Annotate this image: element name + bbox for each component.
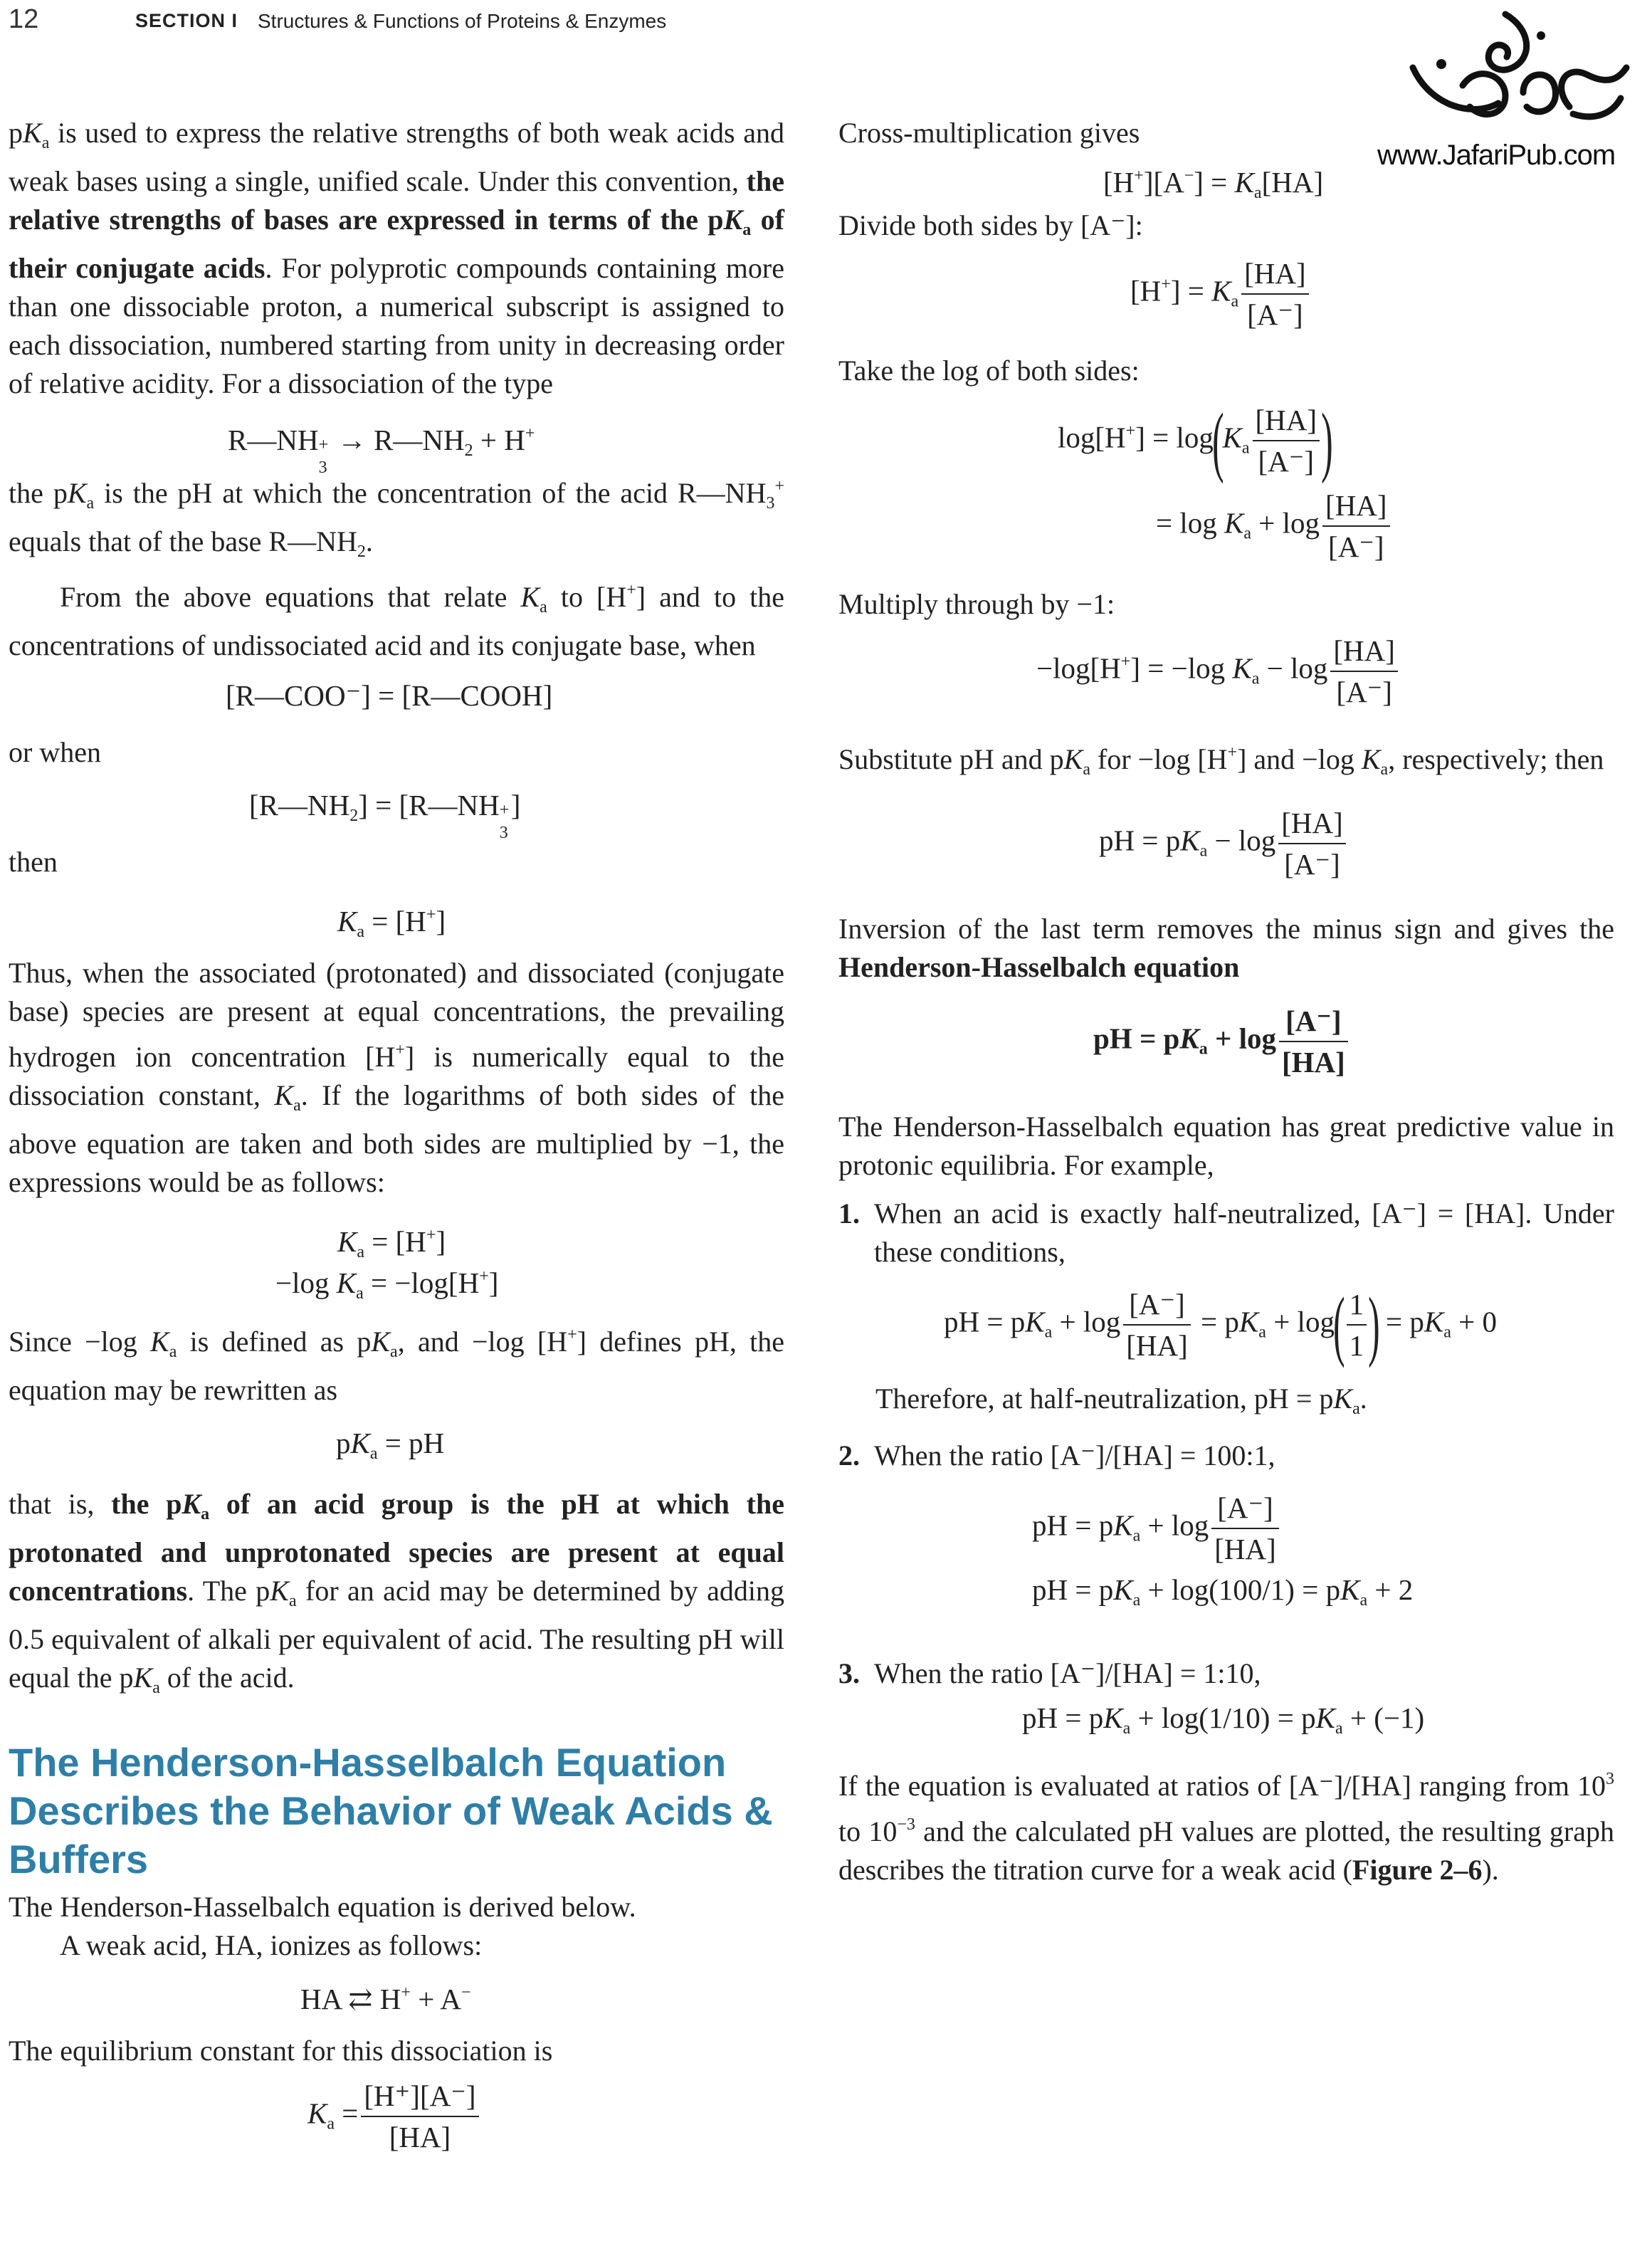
page-number: 12: [9, 4, 39, 34]
equation: $\log[H^+] = \log(K_a$ $\frac{[HA]}{[A^-]}$ ): [1058, 397, 1333, 484]
equation: pH = $pK_a + \log$ $\frac{[A^-]}{[HA]}$: [1032, 1488, 1614, 1570]
section-heading: The Henderson-Hasselbalch Equation Describes the Behavior of Weak Acids & Buffers: [9, 1740, 773, 1882]
paragraph: A weak acid, HA, ionizes as follows:: [60, 1929, 483, 1961]
list-item: 1. When an acid is exactly half-neutralized, [A⁻] = [HA]. Under these conditions,: [838, 1197, 1614, 1268]
paragraph: that is, the $pK_a$ of an acid group is the pH at which the protonated and unprotonated species are present at equal concentrations. The $pK_a$ for an acid may be determined by adding 0.5 equivalent of alkali per equivalent of acid. The resulting pH will equal the $pK_a$ of the acid.: [9, 1488, 784, 1697]
paragraph: Thus, when the associated (protonated) and dissociated (conjugate base) species are present at equal concentrations, the prevailing hydrogen ion concentration [H+] is numerically equal to the dissociation constant, $K_a$. If the logarithms of both sides of the above equation are taken and both sides are multiplied by −1, the expressions would be as follows:: [9, 957, 785, 1198]
equation: −log $K_a = -\log[H^+]$: [275, 1266, 499, 1303]
paragraph: Inversion of the last term removes the minus sign and gives the Henderson-Hasselbalch equation: [838, 913, 1614, 983]
equation: pH = $pK_a - \log$ $\frac{[HA]}{[A^-]}$: [1099, 803, 1614, 910]
paragraph: The Henderson-Hasselbalch equation has great predictive value in protonic equilibria. For example,: [838, 1111, 1614, 1181]
paragraph: Since −log $K_a$ is defined as $pK_a$, and −log [H+] defines pH, the equation may be rewritten as: [9, 1326, 784, 1406]
list-item: 2. When the ratio [A⁻]/[HA] = 100:1,: [838, 1439, 1275, 1471]
paragraph: The Henderson-Hasselbalch equation is derived below.: [9, 1891, 636, 1923]
paragraph: $pK_a$ is used to express the relative strengths of both weak acids and weak bases using a single, unified scale. Under this convention, the relative strengths of bases are expressed in terms of the $pK_a$ of their conjugate acids. For polyprotic compounds containing more than one dissociable proton, a numerical subscript is assigned to each dissociation, numbered starting from unity in decreasing order of relative acidity. For a dissociation of the type: [9, 117, 784, 399]
paragraph: Take the log of both sides:: [838, 355, 1140, 387]
equation: [R—COO⁻] = [R—COOH]: [226, 679, 553, 712]
paragraph: Substitute pH and $pK_a$ for −log [H+] and −log $K_a$, respectively; then: [838, 743, 1604, 779]
equation: $[R—NH_2]$ = [R—NH + 3 ]: [249, 789, 521, 842]
equation: $pK_a$ = pH: [336, 1427, 445, 1463]
list-item: 3. When the ratio [A⁻]/[HA] = 1:10,: [838, 1657, 1261, 1689]
paragraph: Divide both sides by [A⁻]:: [838, 209, 1143, 241]
paragraph: Therefore, at half-neutralization, pH = $pK_a$.: [875, 1382, 1367, 1418]
henderson-hasselbalch-equation: pH = $pK_a + \log$ $\frac{[A^-]}{[HA]}$: [1093, 1001, 1614, 1108]
equation: = $\log K_a + \log$ $\frac{[HA]}{[A^-]}$: [1156, 486, 1614, 585]
paragraph: the $pK_a$ is the pH at which the concentration of the acid $R—NH_3^+$ equals that of the base $R—NH_2$.: [9, 477, 785, 561]
equation: R—NH + 3 → $R—NH_2 + H^+$: [228, 424, 535, 477]
equation: pH = $pK_a + \log(1/10) = pK_a + (-1)$: [1022, 1701, 1425, 1738]
equation: $[H^+][A^-] = K_a[HA]$: [1103, 166, 1324, 202]
equation: −log[H+] = −log $K_a - \log$ $\frac{[HA]}{[A^-]}$: [1036, 631, 1614, 733]
paragraph: The equilibrium constant for this dissociation is: [9, 2035, 553, 2067]
chapter-title: Structures & Functions of Proteins & Enzymes: [258, 10, 667, 32]
section-label: SECTION I: [135, 10, 238, 31]
left-column: [9, 114, 784, 2157]
right-column: [838, 114, 1614, 1889]
equation: pH = $pK_a + \log$ $\frac{[A^-]}{[HA]}$ = $pK_a + \log$( $\frac{1}{1}$ ) = $pK_a + 0$: [944, 1281, 1497, 1368]
equation: pH = $pK_a + \log(100/1) = pK_a + 2$: [1032, 1573, 1414, 1610]
paragraph: Multiply through by −1:: [838, 588, 1115, 620]
figure-reference[interactable]: Figure 2–6: [1352, 1854, 1483, 1886]
equation: $K_a = [H^+]$: [337, 1225, 446, 1261]
paragraph: or when: [9, 736, 101, 768]
paragraph: Cross-multiplication gives: [838, 117, 1140, 149]
paragraph: then: [9, 846, 58, 878]
paragraph: From the above equations that relate $K_a$ to [H+] and to the concentrations of undissociated acid and its conjugate base, when: [9, 581, 784, 661]
equation: $K_a$ = $\frac{[H^+][A^-]}{[HA]}$: [307, 2076, 784, 2157]
publisher-url: www.JafariPub.com: [1377, 140, 1616, 171]
equation: $[H^+] = K_a$ $\frac{[HA]}{[A^-]}$: [1130, 253, 1614, 352]
equation: $K_a = [H^+]$: [337, 905, 446, 941]
equation: HA ⇄ H+ + A−: [300, 1983, 471, 2015]
paragraph: If the equation is evaluated at ratios of [A⁻]/[HA] ranging from $10^3$ to $10^{-3}$ and the calculated pH values are plotted, the resulting graph describes the titration curve for a weak acid (Figure 2–6).: [838, 1770, 1614, 1886]
